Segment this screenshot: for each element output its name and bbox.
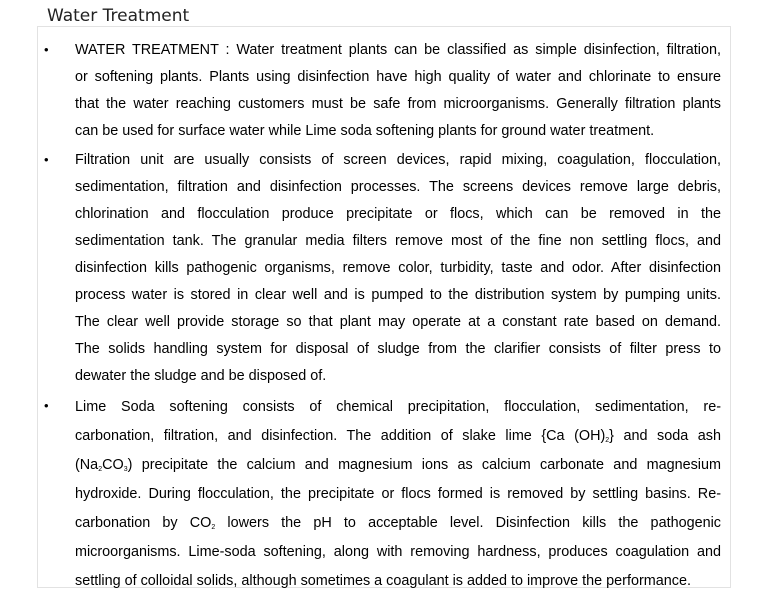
paragraph-line: microorganisms. Lime-soda softening, along with removing hardness, produces coagulation and — [75, 544, 721, 560]
paragraph-line: The clear well provide storage so that plant may operate at a constant rate based on demand. — [75, 314, 721, 330]
subscript: 2 — [605, 437, 610, 444]
subscript: 2 — [211, 524, 216, 531]
paragraph-line: can be used for surface water while Lime soda softening plants for ground water treatment. — [75, 123, 655, 139]
paragraph-line — [75, 422, 721, 451]
paragraph-line: sedimentation tank. The granular media filters remove most of the fine non settling flocs, and — [75, 233, 721, 249]
subscript: 2 — [98, 466, 103, 473]
paragraph-line: chlorination and flocculation produce precipitate or flocs, which can be removed in the — [75, 206, 721, 222]
text-run: (Na — [75, 457, 99, 473]
bullet-paragraph-lime-soda — [75, 393, 721, 596]
bullet-marker: • — [44, 398, 49, 413]
subscript: 3 — [123, 466, 128, 473]
bullet-marker: • — [44, 42, 49, 57]
bullet-paragraph-water-treatment — [75, 37, 721, 145]
paragraph-line: process water is stored in clear well and is pumped to the distribution system by pumping units. — [75, 287, 721, 303]
paragraph-line: The solids handling system for disposal of sludge from the clarifier consists of filter press to — [75, 341, 721, 357]
page-title: Water Treatment — [47, 6, 190, 26]
bullet-marker: • — [44, 152, 49, 167]
paragraph-line: WATER TREATMENT : Water treatment plants can be classified as simple disinfection, filtration, — [75, 42, 721, 58]
paragraph-line: disinfection kills pathogenic organisms, remove color, turbidity, taste and odor. After disinfection — [75, 260, 721, 276]
paragraph-line: sedimentation, filtration and disinfection processes. The screens devices remove large debris, — [75, 179, 721, 195]
text-run: lowers the pH to acceptable level. Disinfection kills the pathogenic — [215, 515, 721, 531]
text-run: carbonation by CO — [75, 515, 212, 531]
paragraph-line: Filtration unit are usually consists of screen devices, rapid mixing, coagulation, flocculation, — [75, 152, 721, 168]
paragraph-line — [75, 451, 721, 480]
text-run: } and soda ash — [609, 428, 721, 444]
paragraph-line: Lime Soda softening consists of chemical precipitation, flocculation, sedimentation, re- — [75, 399, 721, 415]
paragraph-line: dewater the sludge and be disposed of. — [75, 368, 327, 384]
paragraph-line: hydroxide. During flocculation, the precipitate or flocs formed is removed by settling basins. Re- — [75, 486, 721, 502]
paragraph-line — [75, 509, 721, 538]
paragraph-line: settling of colloidal solids, although sometimes a coagulant is added to improve the performance. — [75, 573, 691, 589]
paragraph-line: or softening plants. Plants using disinfection have high quality of water and chlorinate to ensure — [75, 69, 721, 85]
text-run: carbonation, filtration, and disinfection. The addition of slake lime {Ca (OH) — [75, 428, 606, 444]
bullet-paragraph-filtration — [75, 147, 721, 390]
text-run: ) precipitate the calcium and magnesium ions as calcium carbonate and magnesium — [127, 457, 721, 473]
paragraph-line: that the water reaching customers must be safe from microorganisms. Generally filtration plants — [75, 96, 721, 112]
text-run: CO — [102, 457, 124, 473]
